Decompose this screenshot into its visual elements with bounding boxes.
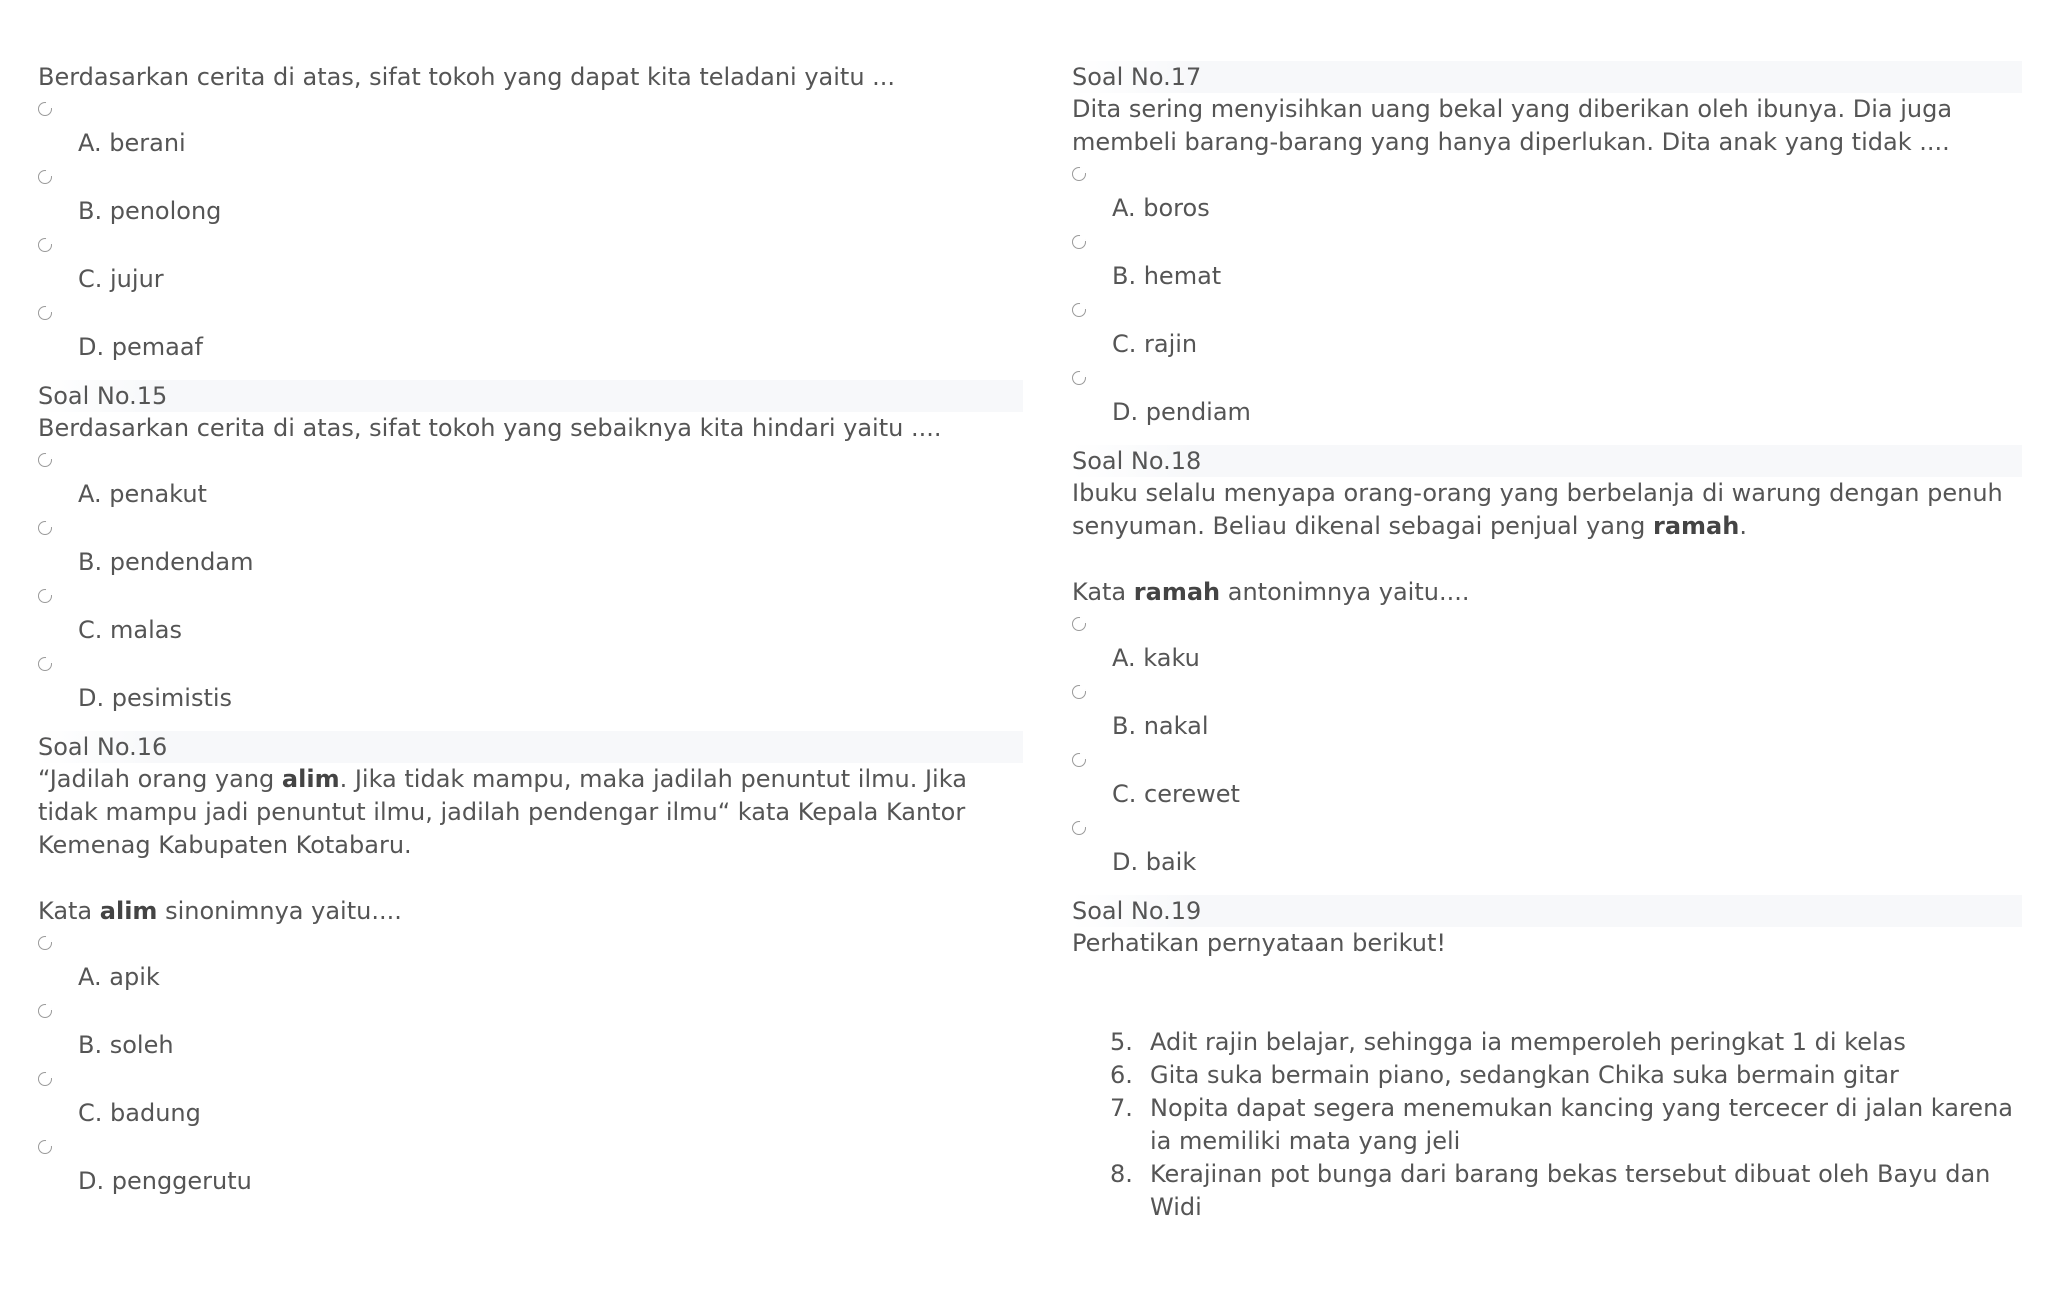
question-text: Kata alim sinonimnya yaitu.... (38, 897, 402, 925)
question-number: Soal No.19 (1072, 895, 2022, 927)
radio-button[interactable] (38, 1004, 52, 1018)
radio-button[interactable] (1072, 753, 1086, 767)
question-paragraph: Ibuku selalu menyapa orang-orang yang berbelanja di warung dengan penuh senyuman. Beliau dikenal sebagai penjual yang ramah. (1072, 479, 2003, 540)
option-d[interactable] (1072, 363, 2022, 431)
radio-button[interactable] (1072, 821, 1086, 835)
option-a[interactable] (1072, 159, 2022, 227)
radio-button[interactable] (38, 1072, 52, 1086)
option-label: A. penakut (78, 480, 207, 508)
radio-button[interactable] (38, 589, 52, 603)
radio-button[interactable] (1072, 303, 1086, 317)
option-c[interactable] (1072, 745, 2022, 813)
question-text: Kata ramah antonimnya yaitu.... (1072, 578, 1470, 606)
radio-button[interactable] (38, 521, 52, 535)
option-d[interactable] (38, 298, 1023, 366)
radio-button[interactable] (1072, 685, 1086, 699)
question-text: Perhatikan pernyataan berikut! (1072, 929, 1447, 957)
option-label: A. apik (78, 963, 160, 991)
right-column (1072, 61, 2022, 1224)
option-label: C. rajin (1112, 330, 1198, 358)
radio-button[interactable] (38, 1140, 52, 1154)
option-c[interactable] (1072, 295, 2022, 363)
radio-button[interactable] (1072, 617, 1086, 631)
radio-button[interactable] (38, 238, 52, 252)
option-c[interactable] (38, 1064, 1023, 1132)
radio-button[interactable] (38, 453, 52, 467)
option-b[interactable] (38, 996, 1023, 1064)
option-b[interactable] (38, 513, 1023, 581)
option-label: A. boros (1112, 194, 1210, 222)
option-label: B. penolong (78, 197, 222, 225)
radio-button[interactable] (38, 657, 52, 671)
list-item: 8. Kerajinan pot bunga dari barang bekas tersebut dibuat oleh Bayu dan Widi (1110, 1160, 1991, 1221)
option-label: D. pemaaf (78, 333, 203, 361)
radio-button[interactable] (38, 936, 52, 950)
question-quote: “Jadilah orang yang alim. Jika tidak mampu, maka jadilah penuntut ilmu. Jika tidak mampu jadi penuntut ilmu, jadilah pendengar ilmu“ kata Kepala Kantor Kemenag Kabupaten Kotabaru. (38, 765, 967, 859)
option-c[interactable] (38, 581, 1023, 649)
left-column (38, 61, 1023, 1200)
option-label: C. malas (78, 616, 182, 644)
radio-button[interactable] (38, 170, 52, 184)
list-item: 7. Nopita dapat segera menemukan kancing yang tercecer di jalan karena ia memiliki mata yang jeli (1110, 1094, 2013, 1155)
option-a[interactable] (1072, 609, 2022, 677)
option-label: B. hemat (1112, 262, 1222, 290)
list-item: 5. Adit rajin belajar, sehingga ia memperoleh peringkat 1 di kelas (1110, 1028, 1906, 1056)
radio-button[interactable] (1072, 371, 1086, 385)
option-label: D. baik (1112, 848, 1197, 876)
option-d[interactable] (1072, 813, 2022, 881)
statement-list (1072, 1026, 2022, 1224)
option-d[interactable] (38, 1132, 1023, 1200)
option-label: B. nakal (1112, 712, 1209, 740)
question-text: Berdasarkan cerita di atas, sifat tokoh yang dapat kita teladani yaitu ... (38, 63, 896, 91)
option-label: D. pesimistis (78, 684, 233, 712)
option-a[interactable] (38, 94, 1023, 162)
option-label: C. jujur (78, 265, 164, 293)
option-label: C. cerewet (1112, 780, 1240, 808)
question-number: Soal No.17 (1072, 61, 2022, 93)
option-b[interactable] (1072, 677, 2022, 745)
question-text: Berdasarkan cerita di atas, sifat tokoh yang sebaiknya kita hindari yaitu .... (38, 414, 942, 442)
option-label: B. pendendam (78, 548, 254, 576)
radio-button[interactable] (38, 306, 52, 320)
option-c[interactable] (38, 230, 1023, 298)
question-number: Soal No.16 (38, 731, 1023, 763)
option-label: D. pendiam (1112, 398, 1251, 426)
option-label: D. penggerutu (78, 1167, 252, 1195)
option-b[interactable] (1072, 227, 2022, 295)
option-label: A. berani (78, 129, 186, 157)
option-label: B. soleh (78, 1031, 174, 1059)
option-a[interactable] (38, 445, 1023, 513)
question-number: Soal No.18 (1072, 445, 2022, 477)
question-number: Soal No.15 (38, 380, 1023, 412)
option-a[interactable] (38, 928, 1023, 996)
question-text: Dita sering menyisihkan uang bekal yang diberikan oleh ibunya. Dia juga membeli barang-barang yang hanya diperlukan. Dita anak yang tidak .... (1072, 95, 1953, 156)
list-item: 6. Gita suka bermain piano, sedangkan Chika suka bermain gitar (1110, 1061, 1899, 1089)
radio-button[interactable] (38, 102, 52, 116)
option-d[interactable] (38, 649, 1023, 717)
radio-button[interactable] (1072, 167, 1086, 181)
option-label: A. kaku (1112, 644, 1200, 672)
option-b[interactable] (38, 162, 1023, 230)
option-label: C. badung (78, 1099, 201, 1127)
radio-button[interactable] (1072, 235, 1086, 249)
